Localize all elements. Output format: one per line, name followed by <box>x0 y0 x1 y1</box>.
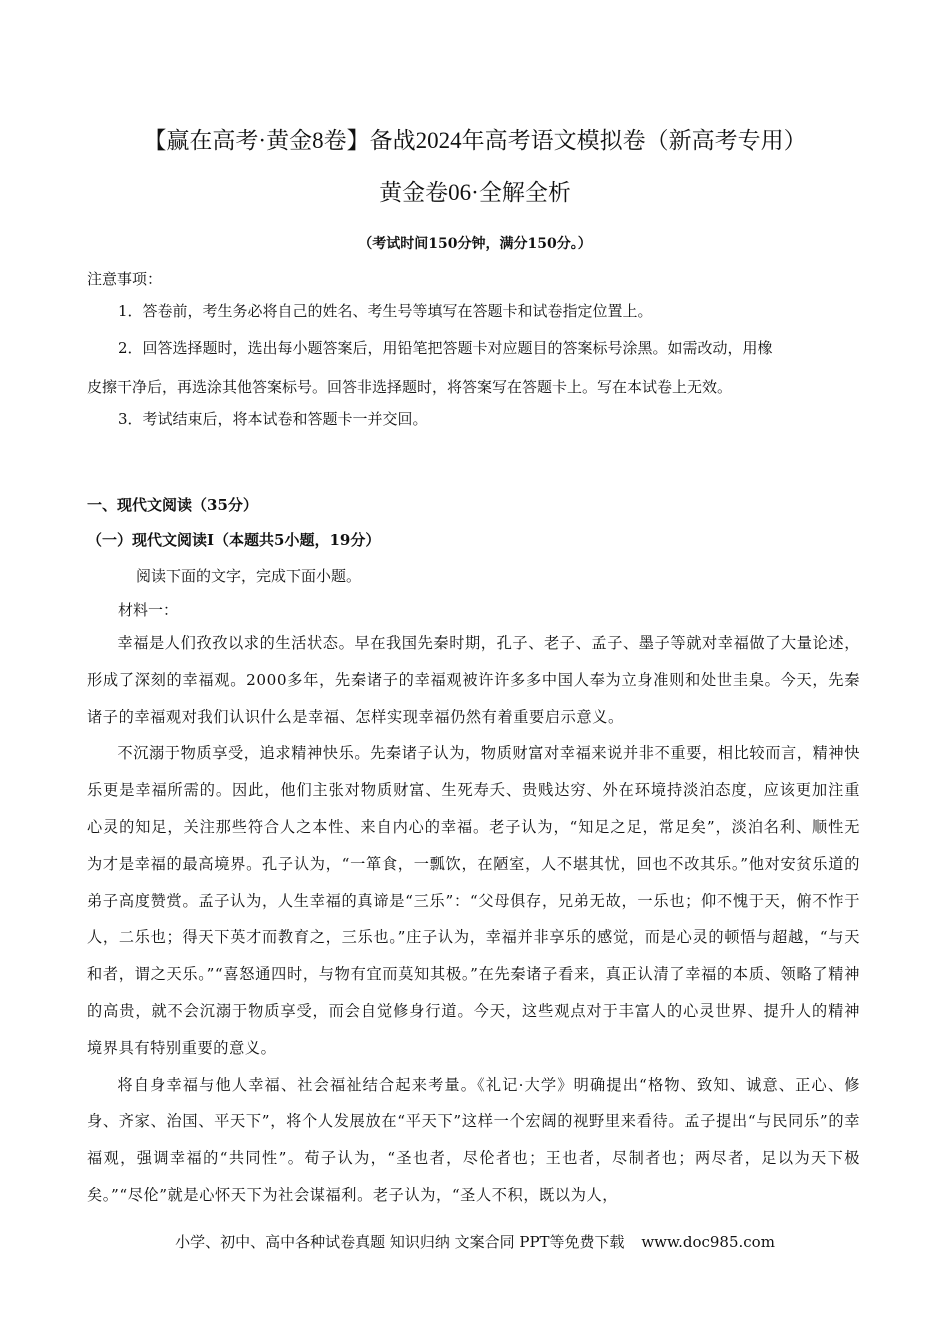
document-subtitle: 黄金卷06·全解全析 <box>379 180 571 205</box>
notice-item-1: 1．答卷前，考生务必将自己的姓名、考生号等填写在答题卡和试卷指定位置上。 <box>118 302 653 320</box>
notice-heading: 注意事项： <box>87 270 163 288</box>
section-heading: 一、现代文阅读（35分） <box>87 496 258 514</box>
reading-instruction: 阅读下面的文字，完成下面小题。 <box>136 567 362 585</box>
passage-paragraph-3: 将自身幸福与他人幸福、社会福祉结合起来考量。《礼记·大学》明确提出“格物、致知、诚意、正心、修身、齐家、治国、平天下”，将个人发展放在“平天下”这样一个宏阔的视野里来看待。孟子提出“与民同乐”的幸福观，强调幸福的“共同性”。荀子认为，“圣也者，尽伦者也；王也者，尽制者也；两尽者，足以为天下极矣。”“尽伦”就是心怀天下为社会谋福利。老子认为，“圣人不积，既以为人， <box>87 1075 860 1204</box>
passage-paragraph-1: 幸福是人们孜孜以求的生活状态。早在我国先秦时期，孔子、老子、孟子、墨子等就对幸福做了大量论述，形成了深刻的幸福观。2000多年，先秦诸子的幸福观被许许多多中国人奉为立身准则和处世圭臬。今天，先秦诸子的幸福观对我们认识什么是幸福、怎样实现幸福仍然有着重要启示意义。 <box>87 634 860 726</box>
material-label: 材料一： <box>118 601 179 619</box>
footer-text: 小学、初中、高中各种试卷真题 知识归纳 文案合同 PPT等免费下载 <box>175 1233 625 1251</box>
passage-paragraph-2: 不沉溺于物质享受，追求精神快乐。先秦诸子认为，物质财富对幸福来说并非不重要，相比较而言，精神快乐更是幸福所需的。因此，他们主张对物质财富、生死寿夭、贵贱达穷、外在环境持淡泊态度，应该更加注重心灵的知足，关注那些符合人之本性、来自内心的幸福。老子认为，“知足之足，常足矣”，淡泊名利、顺性无为才是幸福的最高境界。孔子认为，“一箪食，一瓢饮，在陋室，人不堪其忧，回也不改其乐。”他对安贫乐道的弟子高度赞赏。孟子认为，人生幸福的真谛是“三乐”：“父母俱存，兄弟无故，一乐也；仰不愧于天，俯不怍于人，二乐也；得天下英才而教育之，三乐也。”庄子认为，幸福并非享乐的感觉，而是心灵的顿悟与超越，“与天和者，谓之天乐。”“喜怒通四时，与物有宜而莫知其极。”在先秦诸子看来，真正认清了幸福的本质、领略了精神的高贵，就不会沉溺于物质享受，而会自觉修身行道。今天，这些观点对于丰富人的心灵世界、提升人的精神境界具有特别重要的意义。 <box>87 744 860 1057</box>
notice-item-2-line-1: 2．回答选择题时，选出每小题答案后，用铅笔把答题卡对应题目的答案标号涂黑。如需改动，用橡 <box>118 339 773 357</box>
document-title: 【赢在高考·黄金8卷】备战2024年高考语文模拟卷（新高考专用） <box>143 128 807 153</box>
notice-item-3: 3．考试结束后，将本试卷和答题卡一并交回。 <box>118 410 428 428</box>
footer-url[interactable]: www.doc985.com <box>641 1233 775 1251</box>
passage-body <box>87 625 860 1214</box>
page-footer <box>0 1231 950 1252</box>
exam-info: （考试时间150分钟，满分150分。） <box>358 236 592 252</box>
subsection-heading: （一）现代文阅读Ⅰ（本题共5小题，19分） <box>87 531 381 549</box>
notice-item-2-line-2: 皮擦干净后，再选涂其他答案标号。回答非选择题时，将答案写在答题卡上。写在本试卷上无效。 <box>87 378 733 396</box>
